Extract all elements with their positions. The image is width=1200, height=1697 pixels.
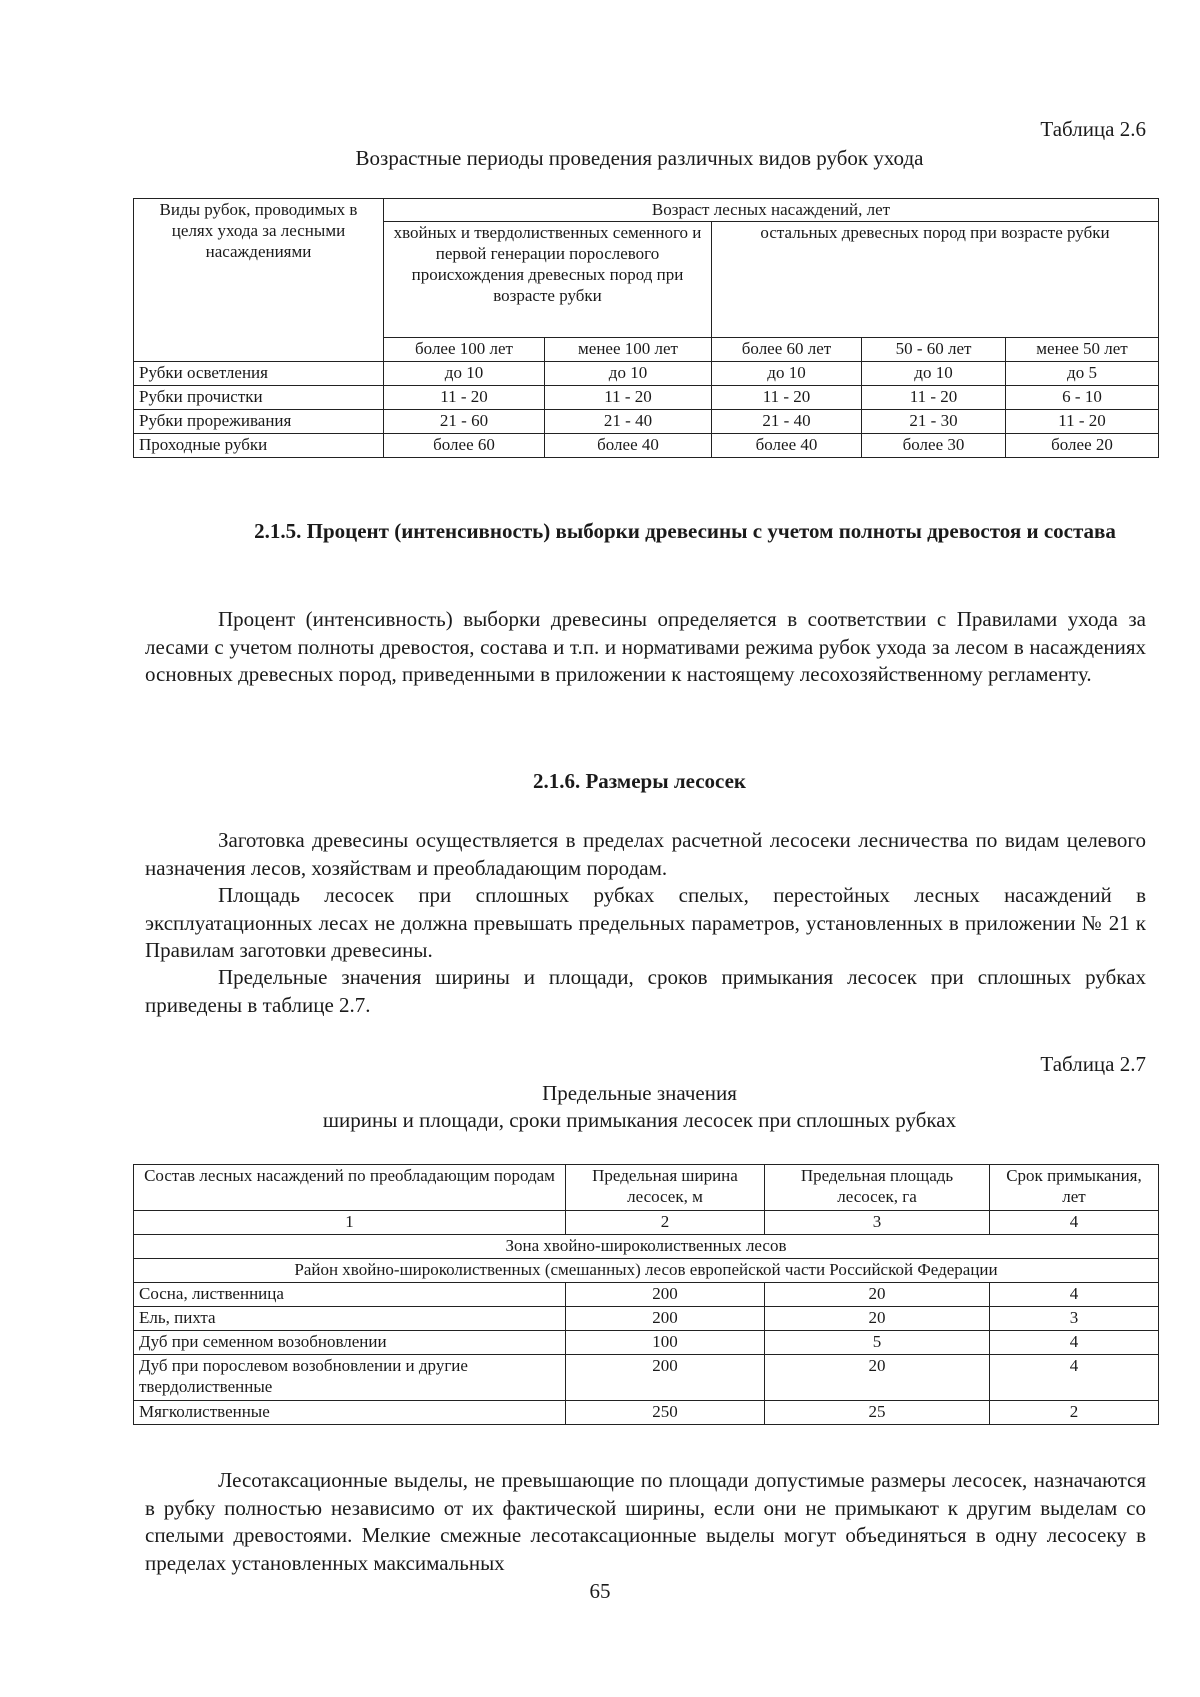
cell: до 10 <box>862 362 1006 386</box>
cell: более 60 <box>384 434 545 458</box>
table-2-7-subtitle: ширины и площади, сроки примыкания лесосек при сплошных рубках <box>322 1108 957 1132</box>
table-row <box>134 410 1159 434</box>
cell: 200 <box>566 1355 765 1401</box>
row-label: Ель, пихта <box>134 1307 566 1331</box>
paragraph: Лесотаксационные выделы, не превышающие по площади допустимые размеры лесосек, назначаются в рубку полностью независимо от их фактической ширины, если они не примыкают к другим выделам со спелыми древостоями. Мелкие смежные лесотаксационные выделы могут объединяться в одну лесосеку в пределах установленных максимальных <box>145 1468 1146 1575</box>
cell: до 10 <box>384 362 545 386</box>
table-row <box>134 1307 1159 1331</box>
row-label: Рубки прочистки <box>134 386 384 410</box>
column-number: 4 <box>990 1211 1159 1235</box>
header-width: Предельная ширина лесосек, м <box>566 1165 765 1211</box>
row-label: Дуб при порослевом возобновлении и другие твердолиственные <box>134 1355 566 1401</box>
region-row: Район хвойно-широколиственных (смешанных) лесов европейской части Российской Федерации <box>134 1259 1159 1283</box>
table-2-7 <box>133 1164 1159 1425</box>
cell: 11 - 20 <box>384 386 545 410</box>
cell: 21 - 40 <box>545 410 712 434</box>
table-2-6-label: Таблица 2.6 <box>1040 117 1146 141</box>
section-heading-2-1-5: 2.1.5. Процент (интенсивность) выборки древесины с учетом полноты древостоя и состава <box>254 519 1116 543</box>
subheader-age: 50 - 60 лет <box>862 338 1006 362</box>
cell: более 20 <box>1006 434 1159 458</box>
subheader-age: менее 100 лет <box>545 338 712 362</box>
row-label: Проходные рубки <box>134 434 384 458</box>
cell: 20 <box>765 1283 990 1307</box>
row-label: Дуб при семенном возобновлении <box>134 1331 566 1355</box>
cell: более 40 <box>545 434 712 458</box>
table-2-6 <box>133 198 1159 458</box>
cell: до 10 <box>545 362 712 386</box>
cell: 20 <box>765 1355 990 1401</box>
cell: 3 <box>990 1307 1159 1331</box>
subheader-age: менее 50 лет <box>1006 338 1159 362</box>
subheader-age: более 60 лет <box>712 338 862 362</box>
subheader-age: более 100 лет <box>384 338 545 362</box>
table-row <box>134 1283 1159 1307</box>
cell: 6 - 10 <box>1006 386 1159 410</box>
cell: 250 <box>566 1401 765 1425</box>
cell: 4 <box>990 1355 1159 1401</box>
cell: 4 <box>990 1283 1159 1307</box>
table-row <box>134 362 1159 386</box>
cell: 11 - 20 <box>545 386 712 410</box>
header-forest-age: Возраст лесных насаждений, лет <box>384 199 1159 222</box>
cell: до 5 <box>1006 362 1159 386</box>
page-number: 65 <box>589 1579 611 1603</box>
cell: 100 <box>566 1331 765 1355</box>
paragraph: Предельные значения ширины и площади, сроков примыкания лесосек при сплошных рубках приведены в таблице 2.7. <box>145 965 1146 1017</box>
table-row <box>134 386 1159 410</box>
header-cut-types: Виды рубок, проводимых в целях ухода за лесными насаждениями <box>134 199 384 362</box>
cell: до 10 <box>712 362 862 386</box>
table-row <box>134 1331 1159 1355</box>
table-row <box>134 434 1159 458</box>
row-label: Сосна, лиственница <box>134 1283 566 1307</box>
column-number: 1 <box>134 1211 566 1235</box>
cell: 11 - 20 <box>862 386 1006 410</box>
cell: 25 <box>765 1401 990 1425</box>
header-conifer-hardwood: хвойных и твердолиственных семенного и первой генерации порослевого происхождения древесных пород при возрасте рубки <box>384 222 712 338</box>
cell: 4 <box>990 1331 1159 1355</box>
column-number: 3 <box>765 1211 990 1235</box>
cell: 11 - 20 <box>1006 410 1159 434</box>
table-row <box>134 1401 1159 1425</box>
table-row <box>134 1355 1159 1401</box>
paragraph: Площадь лесосек при сплошных рубках спелых, перестойных лесных насаждений в эксплуатационных лесах не должна превышать предельных параметров, установленных в приложении № 21 к Правилам заготовки древесины. <box>145 883 1146 962</box>
cell: 21 - 60 <box>384 410 545 434</box>
cell: 200 <box>566 1307 765 1331</box>
cell: более 30 <box>862 434 1006 458</box>
row-label: Мягколиственные <box>134 1401 566 1425</box>
cell: 5 <box>765 1331 990 1355</box>
cell: 21 - 30 <box>862 410 1006 434</box>
table-2-7-label: Таблица 2.7 <box>1040 1052 1146 1076</box>
header-other-species: остальных древесных пород при возрасте рубки <box>712 222 1159 338</box>
cell: 200 <box>566 1283 765 1307</box>
cell: более 40 <box>712 434 862 458</box>
column-number: 2 <box>566 1211 765 1235</box>
table-2-6-title: Возрастные периоды проведения различных видов рубок ухода <box>355 146 924 170</box>
row-label: Рубки осветления <box>134 362 384 386</box>
header-composition: Состав лесных насаждений по преобладающим породам <box>134 1165 566 1211</box>
cell: 20 <box>765 1307 990 1331</box>
section-heading-2-1-6: 2.1.6. Размеры лесосек <box>532 769 747 793</box>
cell: 2 <box>990 1401 1159 1425</box>
cell: 11 - 20 <box>712 386 862 410</box>
row-label: Рубки прореживания <box>134 410 384 434</box>
table-2-7-title: Предельные значения <box>542 1081 737 1105</box>
header-term: Срок примыкания, лет <box>990 1165 1159 1211</box>
header-area: Предельная площадь лесосек, га <box>765 1165 990 1211</box>
paragraph: Заготовка древесины осуществляется в пределах расчетной лесосеки лесничества по видам целевого назначения лесов, хозяйствам и преобладающим породам. <box>145 828 1146 880</box>
cell: 21 - 40 <box>712 410 862 434</box>
paragraph: Процент (интенсивность) выборки древесины определяется в соответствии с Правилами ухода за лесами с учетом полноты древостоя, состава и т.п. и нормативами режима рубок ухода за лесом в насаждениях основных древесных пород, приведенными в приложении к настоящему лесохозяйственному регламенту. <box>145 607 1146 686</box>
zone-row: Зона хвойно-широколиственных лесов <box>134 1235 1159 1259</box>
